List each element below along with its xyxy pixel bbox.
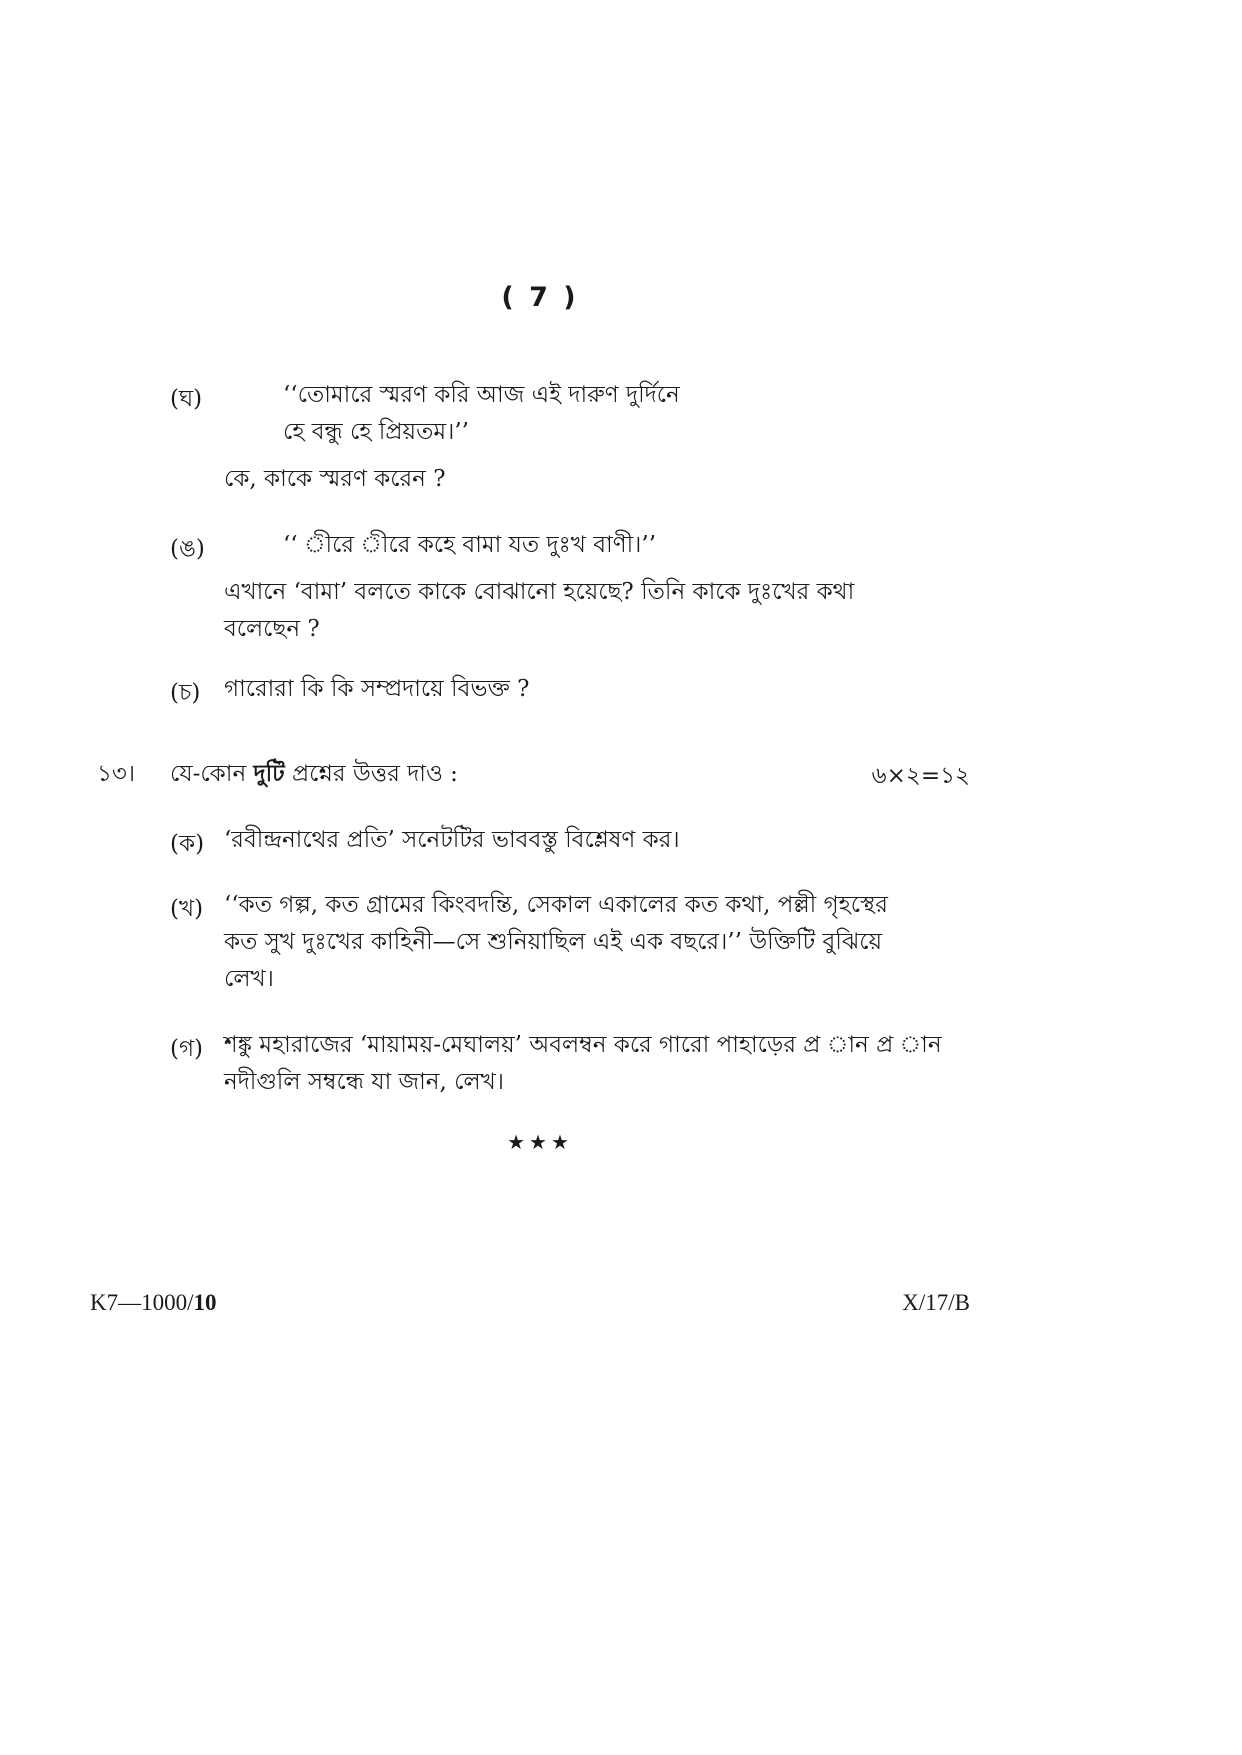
q13-instruction-prefix: যে-কোন [170, 761, 247, 787]
q13-instruction [170, 757, 458, 791]
q13-number: ১৩। [97, 761, 136, 787]
q-umo-question-line1: এখানে ‘বামা’ বলতে কাকে বোঝানো হয়েছে? তিনি কাকে দুঃখের কথা [224, 579, 855, 605]
q13-ka-text: ‘রবীন্দ্রনাথের প্রতি’ সনেটটির ভাববস্তু বিশ্লেষণ কর। [224, 827, 680, 853]
q13-instruction-suffix: প্রশ্নের উত্তর দাও : [292, 761, 458, 787]
q-gha-label: (ঘ) [170, 386, 203, 412]
q13-ka-label: (ক) [170, 831, 205, 857]
q-umo-quote: ‘‘ ীরে ীরে কহে বামা যত দুঃখ বাণী।’’ [283, 532, 657, 558]
q13-marks: ৬×২=১২ [871, 763, 970, 789]
q-gha-question: কে, কাকে স্মরণ করেন ? [224, 466, 446, 492]
q13-ga-line1: শঙ্কু মহারাজের ‘মায়াময়-মেঘালয়’ অবলম্বন করে গারো পাহাড়ের প্র ান প্র ান [224, 1032, 942, 1058]
page-number: ( 7 ) [501, 282, 579, 313]
q13-kha-line3: লেখ। [224, 966, 274, 992]
q-cha-label: (চ) [170, 680, 201, 706]
footer-code-prefix: K7—1000/ [90, 1290, 194, 1315]
footer-code [90, 1290, 217, 1316]
q13-kha-label: (খ) [170, 896, 204, 922]
end-marker: ★★★ [507, 1130, 573, 1154]
q13-ga-line2: নদীগুলি সম্বন্ধে যা জান, লেখ। [224, 1069, 504, 1095]
q-gha-quote-line2: হে বন্ধু হে প্রিয়তম।’’ [283, 419, 469, 445]
q-umo-label: (ঙ) [170, 536, 205, 562]
q13-ga-label: (গ) [170, 1036, 204, 1062]
q-umo-question-line2: বলেছেন ? [224, 616, 320, 642]
q13-instruction-bold: দুটি [253, 760, 285, 787]
footer-code-bold: 10 [193, 1290, 217, 1315]
q13-kha-line1: ‘‘কত গল্প, কত গ্রামের কিংবদন্তি, সেকাল একালের কত কথা, পল্লী গৃহস্থের [224, 892, 888, 918]
q13-kha-line2: কত সুখ দুঃখের কাহিনী—সে শুনিয়াছিল এই এক বছরে।’’ উক্তিটি বুঝিয়ে [224, 929, 883, 955]
footer-paper-code: X/17/B [902, 1290, 970, 1315]
q-cha-question: গারোরা কি কি সম্প্রদায়ে বিভক্ত ? [224, 676, 530, 702]
q-gha-quote-line1: ‘‘তোমারে স্মরণ করি আজ এই দারুণ দুর্দিনে [283, 382, 680, 408]
